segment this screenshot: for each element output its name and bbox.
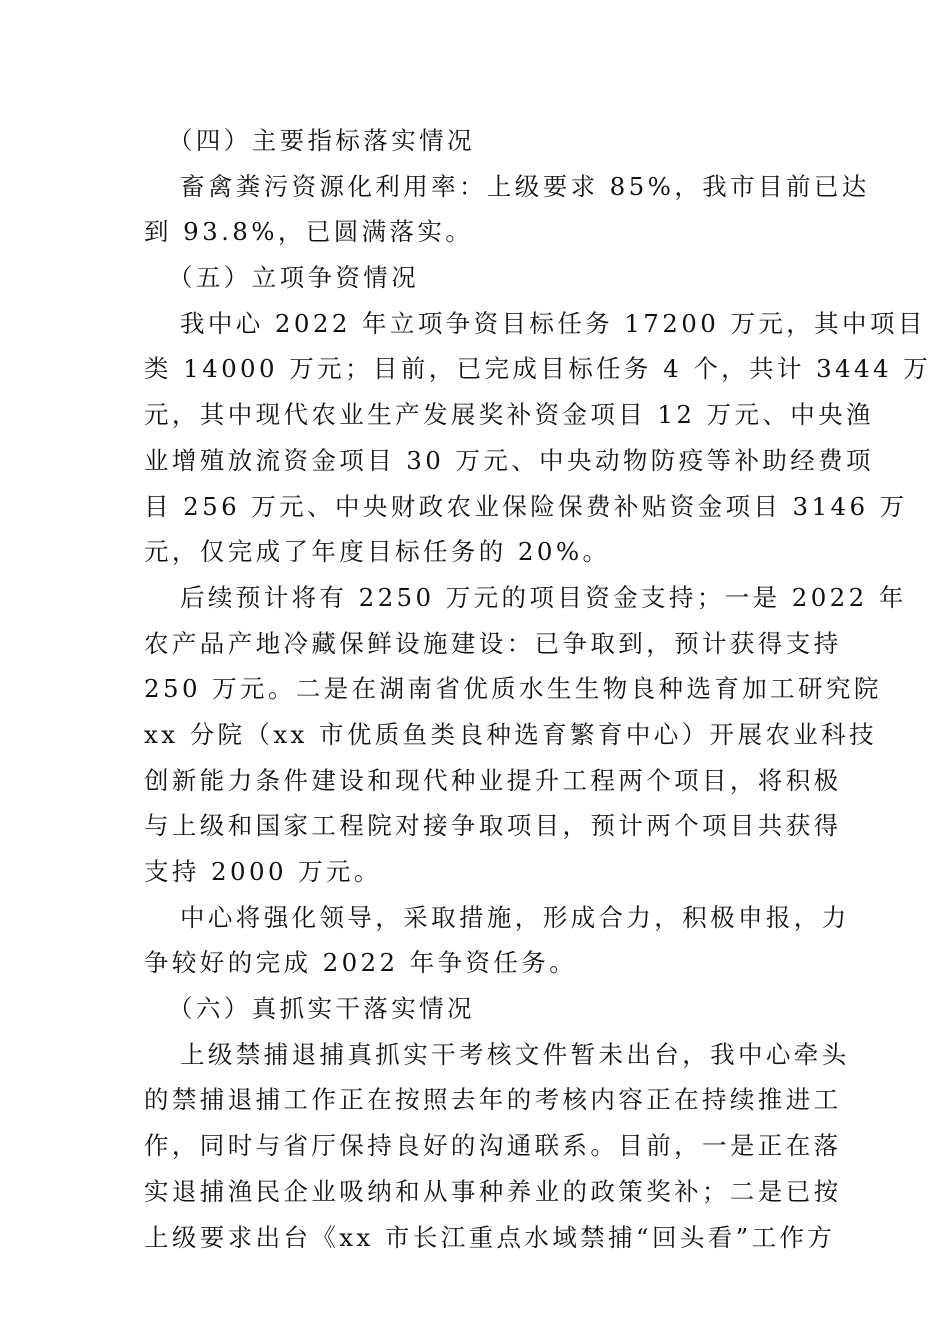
paragraph-line: 250 万元。二是在湖南省优质水生生物良种选育加工研究院 xyxy=(144,674,882,704)
paragraph-line: 实退捕渔民企业吸纳和从事种养业的政策奖补；二是已按 xyxy=(144,1176,842,1206)
paragraph-line: 创新能力条件建设和现代种业提升工程两个项目，将积极 xyxy=(144,765,842,795)
paragraph-line: 上级要求出台《xx 市长江重点水域禁捕“回头看”工作方 xyxy=(144,1222,836,1252)
paragraph-line: 业增殖放流资金项目 30 万元、中央动物防疫等补助经费项 xyxy=(144,445,874,475)
section-heading-4: （四）主要指标落实情况 xyxy=(168,126,475,155)
paragraph-line: 类 14000 万元；目前，已完成目标任务 4 个，共计 3444 万 xyxy=(144,354,932,384)
paragraph-line: 元，其中现代农业生产发展奖补资金项目 12 万元、中央渔 xyxy=(144,400,874,430)
paragraph-line: 后续预计将有 2250 万元的项目资金支持；一是 2022 年 xyxy=(180,582,907,612)
paragraph-line: 农产品产地冷藏保鲜设施建设：已争取到，预计获得支持 xyxy=(144,628,842,658)
paragraph-line: 支持 2000 万元。 xyxy=(144,857,382,886)
paragraph-line: 与上级和国家工程院对接争取项目，预计两个项目共获得 xyxy=(144,811,842,841)
paragraph-line: 中心将强化领导，采取措施，形成合力，积极申报，力 xyxy=(180,902,850,932)
paragraph-line: 争较好的完成 2022 年争资任务。 xyxy=(144,948,578,978)
paragraph-line: xx 分院（xx 市优质鱼类良种选育繁育中心）开展农业科技 xyxy=(144,719,877,749)
paragraph-line: 畜禽粪污资源化利用率：上级要求 85%，我市目前已达 xyxy=(180,171,870,201)
paragraph-line: 到 93.8%，已圆满落实。 xyxy=(144,217,474,247)
paragraph-line: 的禁捕退捕工作正在按照去年的考核内容正在持续推进工 xyxy=(144,1085,842,1115)
section-heading-6: （六）真抓实干落实情况 xyxy=(168,994,475,1024)
paragraph-line: 作，同时与省厅保持良好的沟通联系。目前，一是正在落 xyxy=(144,1131,842,1161)
document-body xyxy=(144,118,932,1260)
section-heading-5: （五）立项争资情况 xyxy=(168,263,420,293)
paragraph-line: 上级禁捕退捕真抓实干考核文件暂未出台，我中心牵头 xyxy=(180,1039,850,1069)
paragraph-line: 我中心 2022 年立项争资目标任务 17200 万元，其中项目 xyxy=(180,308,926,338)
paragraph-line: 目 256 万元、中央财政农业保险保费补贴资金项目 3146 万 xyxy=(144,491,908,521)
paragraph-line: 元，仅完成了年度目标任务的 20%。 xyxy=(144,537,611,567)
